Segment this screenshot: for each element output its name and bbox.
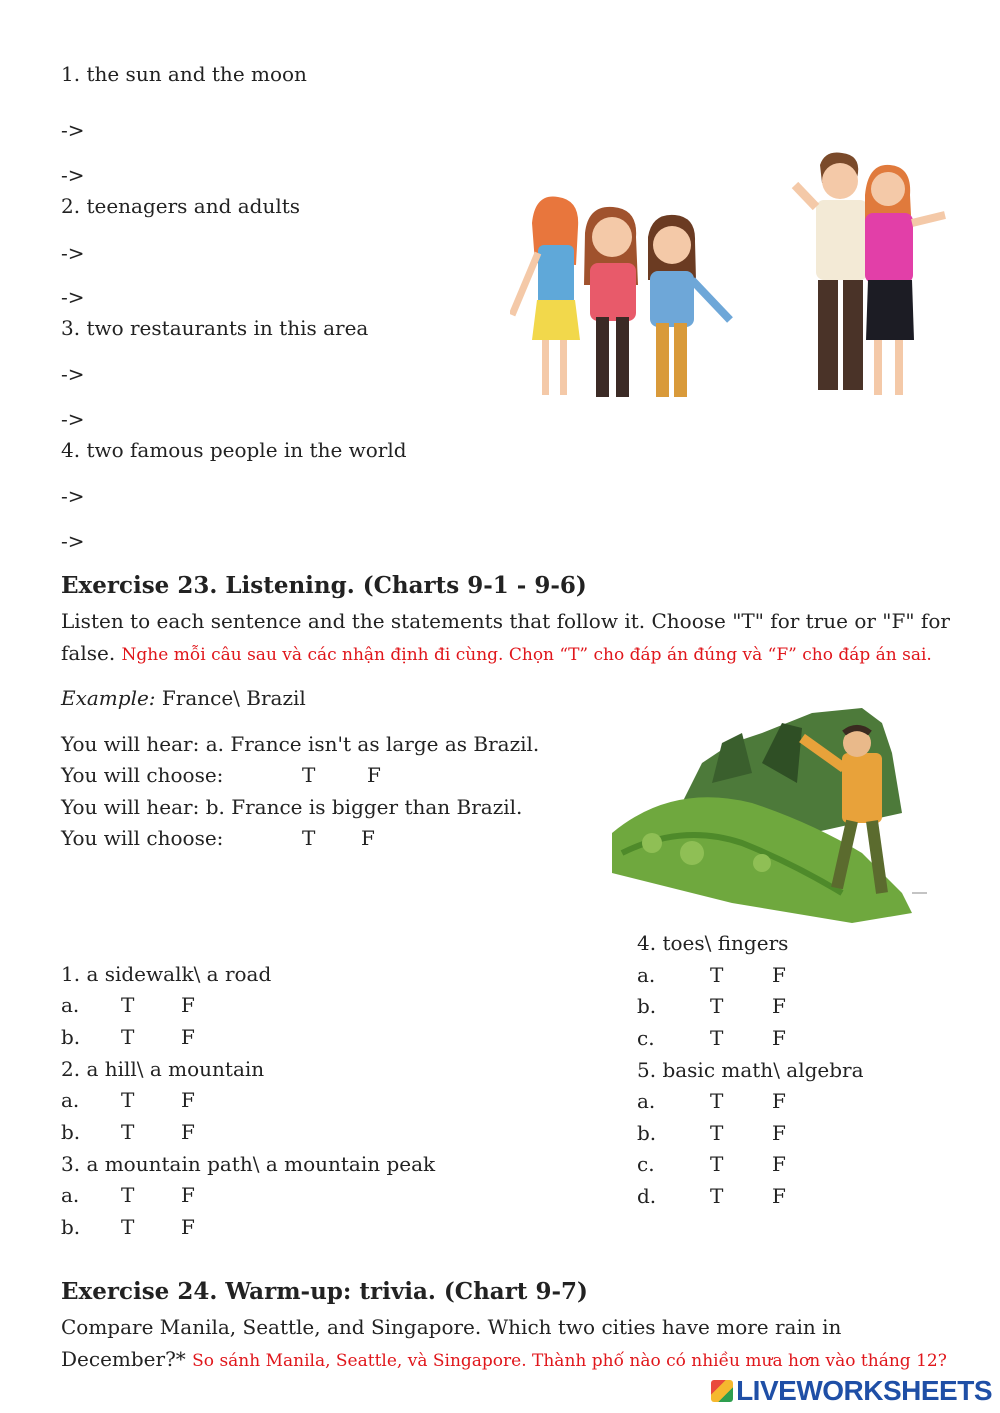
option-true[interactable]: T: [302, 826, 316, 850]
option-false[interactable]: F: [181, 1183, 195, 1207]
option-false[interactable]: F: [772, 1089, 786, 1113]
option-letter: a.: [61, 993, 80, 1017]
exercise-24-title: Exercise 24. Warm-up: trivia. (Chart 9-7): [61, 1278, 588, 1305]
answer-arrow[interactable]: ->: [61, 362, 85, 386]
example-hear-a: You will hear: a. France isn't as large as Brazil.: [61, 732, 540, 756]
option-false[interactable]: F: [772, 994, 786, 1018]
option-true[interactable]: T: [121, 1025, 135, 1049]
question-label: 5. basic math\ algebra: [637, 1058, 864, 1082]
option-false[interactable]: F: [772, 963, 786, 987]
choose-label: You will choose:: [61, 763, 224, 787]
item-label: 2. teenagers and adults: [61, 194, 301, 218]
question-translation: So sánh Manila, Seattle, và Singapore. Thành phố nào có nhiều mưa hơn vào tháng 12?: [192, 1351, 947, 1371]
instruction-text: false.: [61, 641, 116, 665]
answer-arrow[interactable]: ->: [61, 241, 85, 265]
item-label: 3. two restaurants in this area: [61, 316, 369, 340]
logo-icon: [711, 1380, 733, 1402]
option-false[interactable]: F: [181, 1215, 195, 1239]
people-illustration: [510, 145, 955, 410]
example-line: [61, 686, 306, 710]
example-label: Example:: [61, 686, 156, 710]
option-false[interactable]: F: [181, 1025, 195, 1049]
item-label: 1. the sun and the moon: [61, 62, 307, 86]
answer-arrow[interactable]: ->: [61, 118, 85, 142]
option-letter: a.: [637, 1089, 656, 1113]
question-label: 2. a hill\ a mountain: [61, 1057, 265, 1081]
option-true[interactable]: T: [121, 1088, 135, 1112]
option-letter: b.: [61, 1120, 81, 1144]
option-true[interactable]: T: [710, 963, 724, 987]
option-true[interactable]: T: [710, 1121, 724, 1145]
answer-arrow[interactable]: ->: [61, 529, 85, 553]
question-label: 3. a mountain path\ a mountain peak: [61, 1152, 436, 1176]
question-label: 1. a sidewalk\ a road: [61, 962, 272, 986]
option-false[interactable]: F: [181, 1120, 195, 1144]
answer-arrow[interactable]: ->: [61, 484, 85, 508]
option-letter: b.: [637, 1121, 657, 1145]
item-label: 4. two famous people in the world: [61, 438, 407, 462]
option-true[interactable]: T: [302, 763, 316, 787]
option-letter: b.: [61, 1025, 81, 1049]
logo-text: LIVEWORKSHEETS: [736, 1375, 992, 1406]
option-false[interactable]: F: [772, 1121, 786, 1145]
option-true[interactable]: T: [121, 993, 135, 1017]
option-true[interactable]: T: [710, 1089, 724, 1113]
option-letter: d.: [637, 1184, 657, 1208]
option-letter: c.: [637, 1026, 655, 1050]
option-true[interactable]: T: [121, 1215, 135, 1239]
option-false[interactable]: F: [361, 826, 375, 850]
exercise-23-title: Exercise 23. Listening. (Charts 9-1 - 9-6): [61, 572, 587, 599]
example-text: France\ Brazil: [161, 686, 306, 710]
option-letter: b.: [61, 1215, 81, 1239]
option-true[interactable]: T: [710, 1152, 724, 1176]
option-false[interactable]: F: [772, 1026, 786, 1050]
option-letter: a.: [637, 963, 656, 987]
choose-label: You will choose:: [61, 826, 224, 850]
option-false[interactable]: F: [181, 1088, 195, 1112]
answer-arrow[interactable]: ->: [61, 285, 85, 309]
liveworksheets-logo[interactable]: [711, 1375, 992, 1407]
question-label: 4. toes\ fingers: [637, 931, 789, 955]
exercise-24-text: Compare Manila, Seattle, and Singapore. Which two cities have more rain in: [61, 1315, 842, 1339]
exercise-23-instructions-cont: [61, 641, 932, 665]
instruction-translation: Nghe mỗi câu sau và các nhận định đi cùng. Chọn “T” cho đáp án đúng và “F” cho đáp án sai.: [121, 645, 932, 665]
option-false[interactable]: F: [181, 993, 195, 1017]
option-true[interactable]: T: [710, 994, 724, 1018]
option-true[interactable]: T: [710, 1026, 724, 1050]
option-letter: a.: [61, 1183, 80, 1207]
option-true[interactable]: T: [710, 1184, 724, 1208]
hiker-illustration: [612, 703, 927, 928]
question-text: December?*: [61, 1347, 186, 1371]
option-letter: a.: [61, 1088, 80, 1112]
option-false[interactable]: F: [367, 763, 381, 787]
option-letter: c.: [637, 1152, 655, 1176]
example-hear-b: You will hear: b. France is bigger than Brazil.: [61, 795, 523, 819]
exercise-23-instructions: Listen to each sentence and the statements that follow it. Choose "T" for true or "F" for: [61, 609, 950, 633]
exercise-24-text-cont: [61, 1347, 947, 1371]
option-true[interactable]: T: [121, 1183, 135, 1207]
answer-arrow[interactable]: ->: [61, 407, 85, 431]
option-false[interactable]: F: [772, 1184, 786, 1208]
option-letter: b.: [637, 994, 657, 1018]
answer-arrow[interactable]: ->: [61, 163, 85, 187]
option-false[interactable]: F: [772, 1152, 786, 1176]
option-true[interactable]: T: [121, 1120, 135, 1144]
